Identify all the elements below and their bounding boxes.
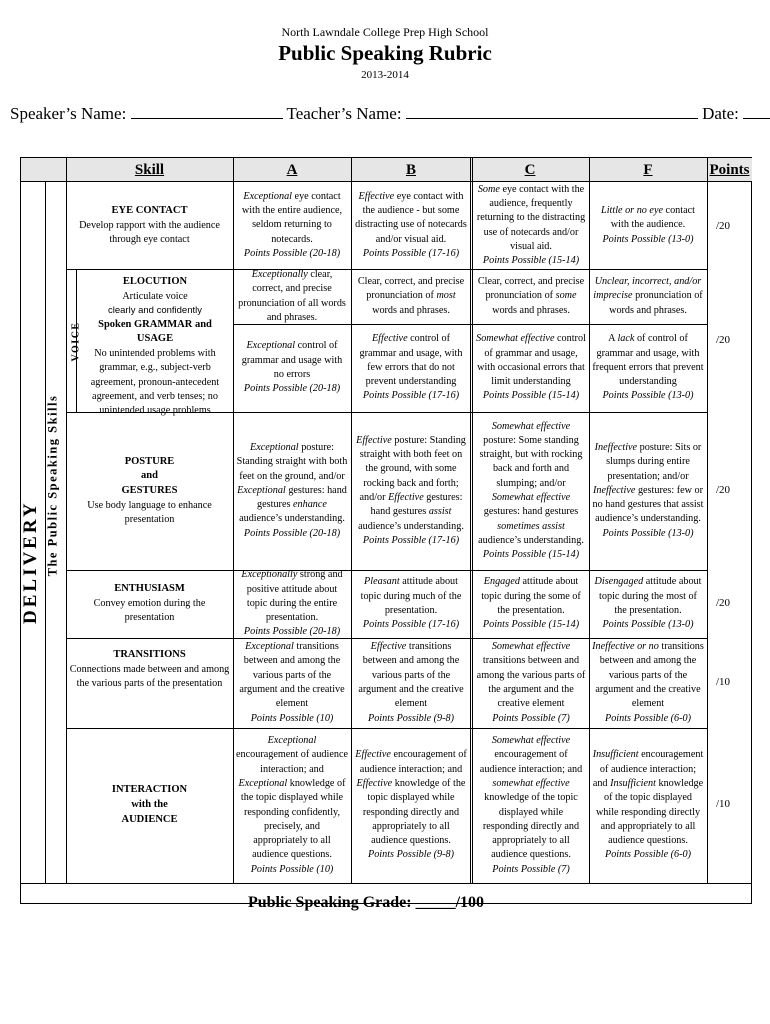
school-year: 2013-2014: [361, 69, 409, 81]
elocution-b: Clear, correct, and precise pronunciation of most words and phrases.: [357, 276, 465, 316]
elocution-skill: ELOCUTION Articulate voice clearly and confidently: [108, 276, 202, 317]
grammar-skill: Spoken GRAMMAR and USAGE No unintended problems with grammar, e.g., subject-verb agreement, pronoun-antecedent agreement, and verb tenses; no unintended usage problems: [90, 318, 220, 417]
enthusiasm-f: Disengaged attitude about topic during the most of the presentation. Points Possible (13-0): [594, 576, 702, 631]
interaction-a: Exceptional encouragement of audience interaction; and Exceptional knowledge of the topic displayed while responding confidently, precisely, and appropriately to all audience questions. Points Possible (10): [236, 735, 349, 875]
interaction-skill: INTERACTION with the AUDIENCE: [111, 784, 188, 825]
teacher-name-label: Teacher’s Name:: [286, 104, 402, 123]
interaction-b: Effective encouragement of audience interaction; and Effective knowledge of the topic displayed while responding directly and appropriately to all audience questions. Points Possible (9-8): [355, 749, 467, 861]
transitions-skill: TRANSITIONS Connections made between and among the various parts of the presentation: [69, 649, 230, 689]
transitions-a: Exceptional transitions between and among the various parts of the argument and the creative element Points Possible (10): [239, 641, 345, 724]
posture-points: /20: [715, 484, 731, 496]
grammar-b: Effective control of grammar and usage, with few errors that do not prevent understanding Points Possible (17-16): [359, 333, 463, 402]
eye-contact-skill: EYE CONTACT Develop rapport with the audience through eye contact: [79, 204, 220, 245]
skill-column-header: Skill: [66, 158, 233, 182]
points-column-header: Points: [707, 158, 752, 182]
grade-a-column-header: A: [233, 158, 351, 182]
interaction-c: Somewhat effective encouragement of audience interaction; and somewhat effective knowledge of the topic displayed while responding directly and appropriately to all audience questions. Points Possible (7): [479, 735, 583, 875]
enthusiasm-c: Engaged attitude about topic during the some of the presentation. Points Possible (15-14): [481, 576, 581, 631]
eye-contact-points: /20: [715, 220, 731, 232]
voice-label: VOICE: [70, 321, 82, 362]
elocution-f: Unclear, incorrect, and/or imprecise pronunciation of words and phrases.: [593, 276, 703, 316]
date-label: Date:: [702, 104, 739, 123]
posture-c: Somewhat effective posture: Some standing straight, but with rocking back and forth and slumping; and/or Somewhat effective gestures: hand gestures sometimes assist audience’s understanding. Points Possible (15-14): [478, 420, 584, 561]
transitions-c: Somewhat effective transitions between and among the various parts of the argument and the creative element Points Possible (7): [476, 641, 586, 724]
page-title: Public Speaking Rubric: [278, 41, 492, 65]
delivery-label: DELIVERY: [20, 500, 41, 624]
posture-skill: POSTURE and GESTURES Use body language to enhance presentation: [87, 455, 212, 526]
teacher-name-field[interactable]: [406, 104, 698, 119]
posture-f: Ineffective posture: Sits or slumps during entire presentation; and/or Ineffective gestures: few or no hand gestures that assist audience’s understanding. Points Possible (13-0): [592, 442, 704, 539]
enthusiasm-b: Pleasant attitude about topic during much of the presentation. Points Possible (17-16): [360, 576, 462, 631]
grade-f-column-header: F: [589, 158, 707, 182]
elocution-a: Exceptionally clear, correct, and precise pronunciation of all words and phrases.: [238, 268, 346, 323]
interaction-points: /10: [715, 798, 731, 810]
grammar-c: Somewhat effective control of grammar and usage, with occasional errors that limit understanding Points Possible (15-14): [476, 333, 586, 402]
name-row: [10, 104, 760, 124]
enthusiasm-skill: ENTHUSIASM Convey emotion during the presentation: [93, 583, 206, 624]
grade-b-column-header: B: [351, 158, 471, 182]
grammar-a: Exceptional control of grammar and usage with no errors Points Possible (20-18): [241, 340, 343, 395]
enthusiasm-a: Exceptionally strong and positive attitude about topic during the entire presentation. Points Possible (20-18): [241, 569, 343, 638]
skills-label: The Public Speaking Skills: [45, 394, 60, 577]
interaction-f: Insufficient encouragement of audience interaction; and Insufficient knowledge of the topic displayed while responding directly and appropriately to all audience questions. Points Possible (6-0): [592, 749, 704, 861]
eye-contact-c: Some eye contact with the audience, frequently returning to the distracting use of notecards and/or visual aid. Points Possible (15-14): [476, 183, 586, 267]
rubric-table: [20, 157, 752, 904]
corner-header: [21, 158, 66, 182]
eye-contact-a: Exceptional eye contact with the entire audience, seldom returning to notecards. Points Possible (20-18): [241, 190, 343, 259]
eye-contact-b: Effective eye contact with the audience - but some distracting use of notecards and/or visual aid. Points Possible (17-16): [355, 190, 467, 259]
speaker-name-label: Speaker’s Name:: [10, 104, 127, 123]
public-speaking-grade: Public Speaking Grade: _____/100: [247, 894, 485, 911]
grammar-f: A lack of control of grammar and usage, with frequent errors that prevent understanding Points Possible (13-0): [592, 333, 704, 402]
posture-b: Effective posture: Standing straight with both feet on the ground, with some rocking back and forth; and/or Effective gestures: hand gestures assist audience’s understanding. Points Possible (17-16): [356, 434, 466, 546]
posture-a: Exceptional posture: Standing straight with both feet on the ground, and/or Exceptional gestures: hand gestures enhance audience’s understanding. Points Possible (20-18): [236, 442, 348, 539]
grade-c-column-header: C: [471, 158, 589, 182]
elocution-c: Clear, correct, and precise pronunciation of some words and phrases.: [477, 276, 585, 316]
voice-points: /20: [715, 334, 731, 346]
date-field[interactable]: [743, 104, 770, 119]
transitions-f: Ineffective or no transitions between and among the various parts of the argument and the creative element Points Possible (6-0): [592, 641, 704, 724]
transitions-b: Effective transitions between and among the various parts of the argument and the creative element Points Possible (9-8): [358, 641, 464, 724]
enthusiasm-points: /20: [715, 597, 731, 609]
speaker-name-field[interactable]: [131, 104, 283, 119]
eye-contact-f: Little or no eye contact with the audience. Points Possible (13-0): [601, 205, 695, 245]
transitions-points: /10: [715, 676, 731, 688]
school-name: North Lawndale College Prep High School: [281, 25, 489, 39]
